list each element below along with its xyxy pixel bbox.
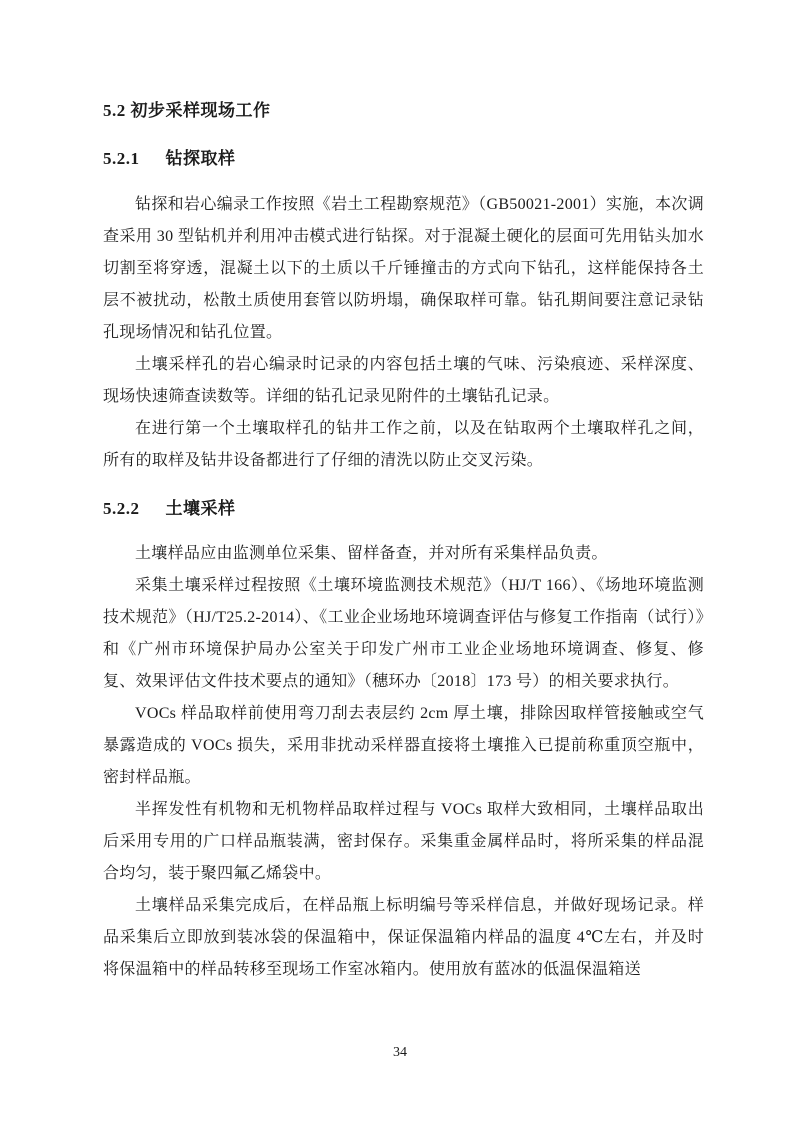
paragraph-drilling-method: 钻探和岩心编录工作按照《岩土工程勘察规范》（GB50021-2001）实施，本次调查采用 30 型钻机并利用冲击模式进行钻探。对于混凝土硬化的层面可先用钻头加水切割至将穿透，混凝土以下的土质以千斤锤撞击的方式向下钻孔，这样能保持各土层不被扰动，松散土质使用套管以防坍塌，确保取样可靠。钻孔期间要注意记录钻孔现场情况和钻孔位置。	[103, 196, 704, 341]
paragraph-svoc-metal-sampling: 半挥发性有机物和无机物样品取样过程与 VOCs 取样大致相同，土壤样品取出后采用专用的广口样品瓶装满，密封保存。采集重金属样品时，将所采集的样品混合均匀，装于聚四氟乙烯袋中。	[103, 801, 704, 882]
section-5-2-2-body	[103, 538, 704, 986]
paragraph-equipment-cleaning: 在进行第一个土壤取样孔的钻井工作之前，以及在钻取两个土壤取样孔之间，所有的取样及钻井设备都进行了仔细的清洗以防止交叉污染。	[103, 420, 704, 469]
paragraph-sampling-standards: 采集土壤采样过程按照《土壤环境监测技术规范》（HJ/T 166）、《场地环境监测技术规范》（HJ/T25.2-2014）、《工业企业场地环境调查评估与修复工作指南（试行）》和《广州市环境保护局办公室关于印发广州市工业企业场地环境调查、修复、修复、效果评估文件技术要点的通知》（穗环办〔2018〕173 号）的相关要求执行。	[103, 577, 704, 690]
heading-5-2-1-number: 5.2.1	[103, 149, 140, 168]
heading-5-2: 5.2 初步采样现场工作	[103, 101, 271, 120]
paragraph-sample-storage: 土壤样品采集完成后，在样品瓶上标明编号等采样信息，并做好现场记录。样品采集后立即放到装冰袋的保温箱中，保证保温箱内样品的温度 4℃左右，并及时将保温箱中的样品转移至现场工作室冰箱内。使用放有蓝冰的低温保温箱送	[103, 897, 704, 978]
heading-5-2-2-number: 5.2.2	[103, 499, 140, 518]
paragraph-core-logging: 土壤采样孔的岩心编录时记录的内容包括土壤的气味、污染痕迹、采样深度、现场快速筛查读数等。详细的钻孔记录见附件的土壤钻孔记录。	[103, 356, 704, 405]
heading-5-2-1-title: 钻探取样	[165, 149, 236, 168]
paragraph-sampling-responsibility: 土壤样品应由监测单位采集、留样备查，并对所有采集样品负责。	[135, 545, 608, 562]
section-5-2-1-body	[103, 189, 704, 477]
heading-5-2-2-title: 土壤采样	[165, 499, 236, 518]
heading-5-2-2	[103, 497, 704, 521]
paragraph-vocs-sampling: VOCs 样品取样前使用弯刀刮去表层约 2cm 厚土壤，排除因取样管接触或空气暴露造成的 VOCs 损失，采用非扰动采样器直接将土壤推入已提前称重顶空瓶中，密封样品瓶。	[103, 705, 704, 786]
heading-5-2-1	[103, 147, 704, 171]
page-number: 34	[393, 1045, 407, 1060]
